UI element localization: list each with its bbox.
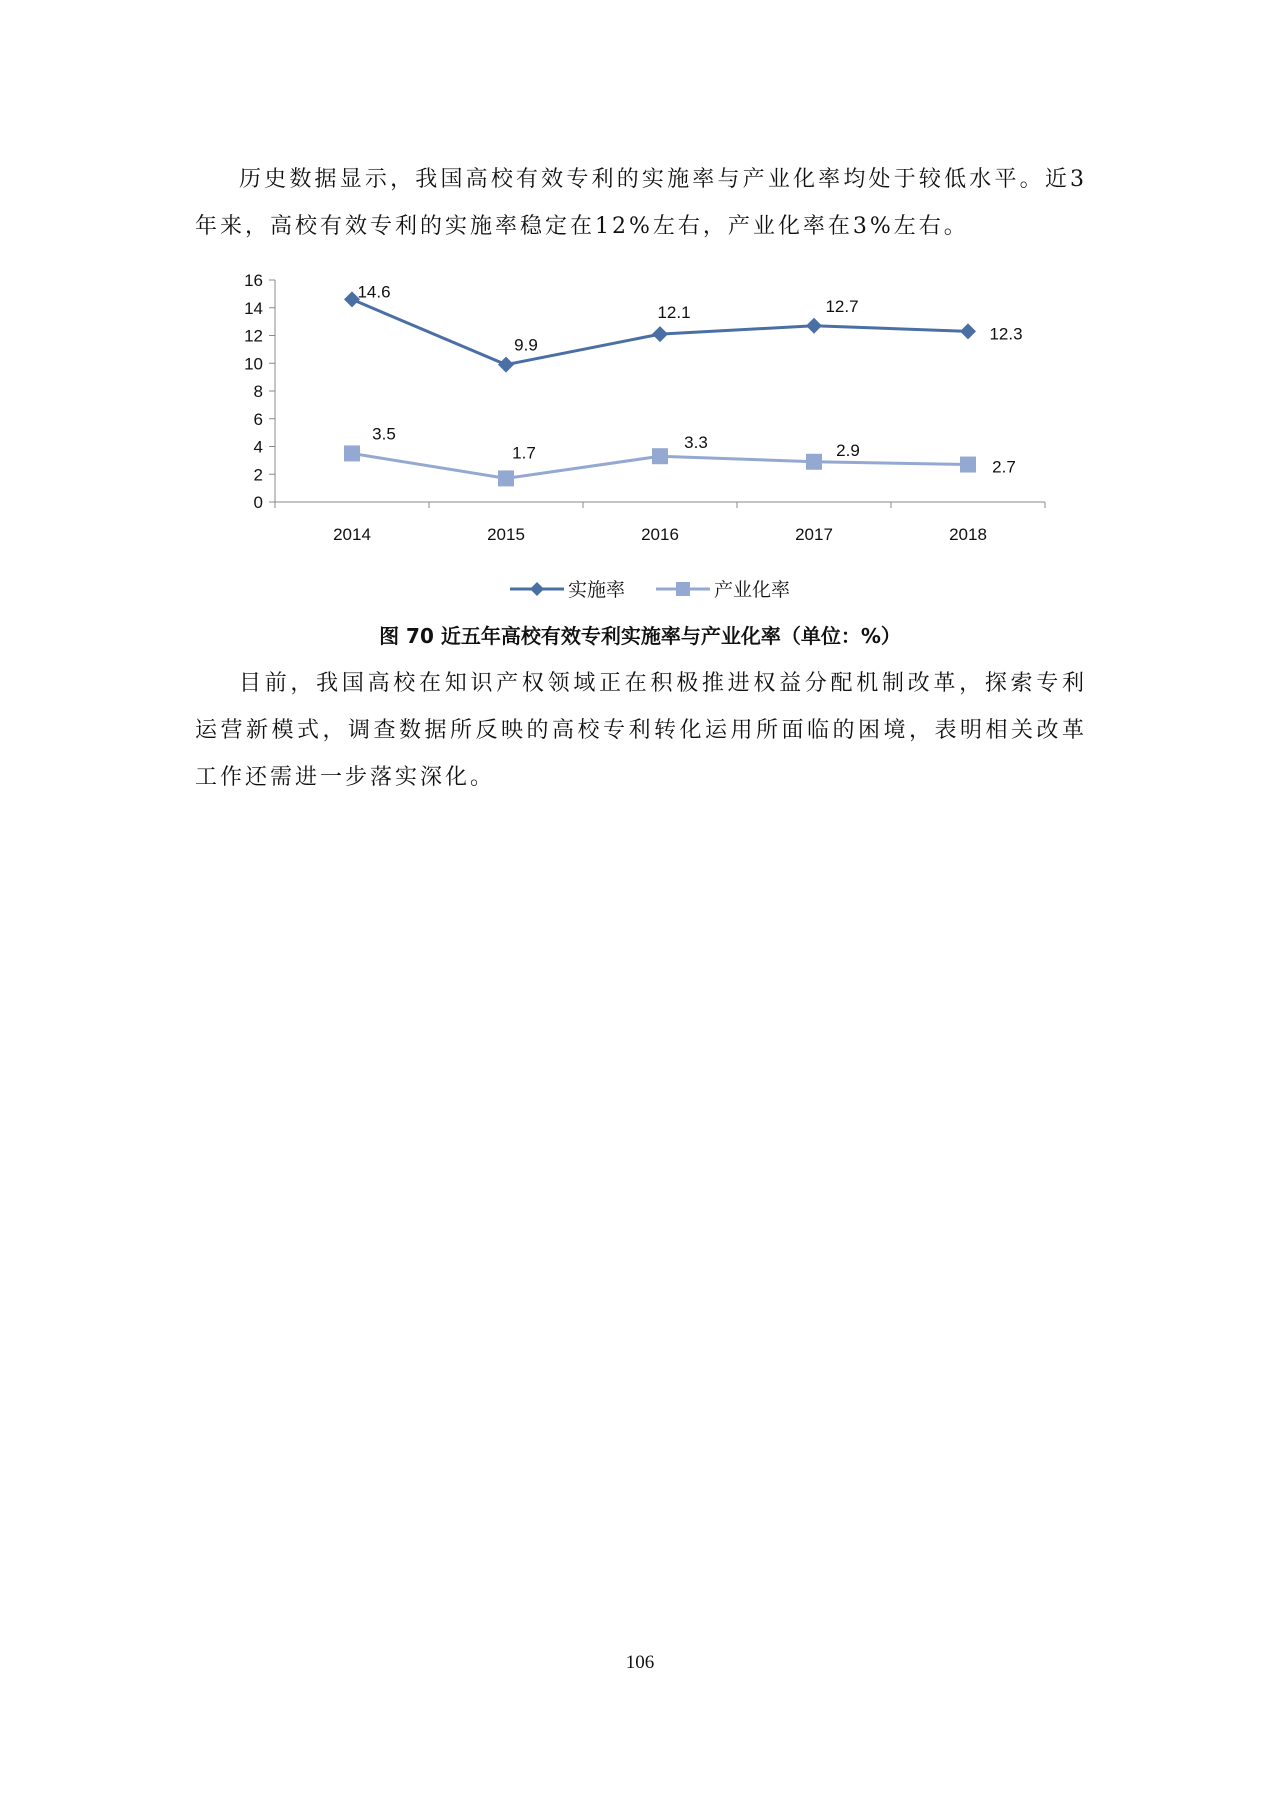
data-point-marker: [960, 323, 976, 339]
series-industrialization-rate: [344, 424, 1016, 486]
y-tick-label: 0: [253, 493, 263, 512]
data-point-marker: [960, 457, 976, 473]
data-label: 12.7: [825, 296, 859, 316]
x-tick-label: 2018: [949, 525, 987, 544]
legend-marker: [530, 582, 544, 596]
chart-series: [344, 282, 1023, 486]
legend-label: 实施率: [568, 579, 626, 601]
legend-label: 产业化率: [714, 579, 791, 601]
y-tick-label: 8: [253, 382, 263, 401]
data-label: 3.5: [372, 424, 396, 444]
data-label: 12.3: [989, 324, 1023, 344]
data-point-marker: [498, 470, 514, 486]
data-point-marker: [498, 357, 514, 373]
data-label: 1.7: [512, 443, 536, 463]
chart-axes: [244, 271, 1045, 544]
y-tick-label: 6: [253, 409, 263, 429]
data-label: 2.7: [992, 457, 1016, 477]
y-tick-label: 16: [244, 271, 263, 290]
x-tick-label: 2016: [641, 525, 679, 544]
conclusion-paragraph: 目前，我国高校在知识产权领域正在积极推进权益分配机制改革，探索专利运营新模式，调查数据所反映的高校专利转化运用所面临的困境，表明相关改革工作还需进一步落实深化。: [195, 671, 1087, 790]
y-tick-label: 2: [253, 465, 263, 485]
figure-caption: 图 70 近五年高校有效专利实施率与产业化率（单位：%）: [379, 624, 901, 648]
y-tick-label: 4: [253, 437, 263, 457]
chart-legend: [510, 579, 790, 601]
data-point-marker: [652, 326, 668, 342]
page-number: 106: [625, 1652, 655, 1673]
legend-item: [656, 579, 790, 601]
data-point-marker: [806, 318, 822, 334]
data-label: 9.9: [514, 335, 538, 355]
legend-item: [510, 579, 625, 601]
intro-paragraph: 历史数据显示，我国高校有效专利的实施率与产业化率均处于较低水平。近3年来，高校有效专利的实施率稳定在12%左右，产业化率在3%左右。: [195, 167, 1087, 239]
x-tick-label: 2015: [487, 525, 525, 544]
y-tick-label: 10: [244, 354, 263, 374]
data-label: 2.9: [836, 440, 860, 460]
data-label: 14.6: [357, 282, 391, 302]
data-point-marker: [806, 454, 822, 470]
data-label: 12.1: [657, 303, 691, 323]
data-label: 3.3: [684, 433, 708, 453]
legend-marker: [676, 582, 690, 596]
series-implementation-rate: [344, 282, 1023, 372]
x-tick-label: 2017: [795, 525, 833, 544]
y-tick-label: 12: [244, 326, 263, 346]
line-chart: [195, 262, 1075, 612]
x-tick-label: 2014: [333, 525, 371, 544]
y-tick-label: 14: [244, 298, 263, 318]
data-point-marker: [652, 448, 668, 464]
data-point-marker: [344, 445, 360, 461]
